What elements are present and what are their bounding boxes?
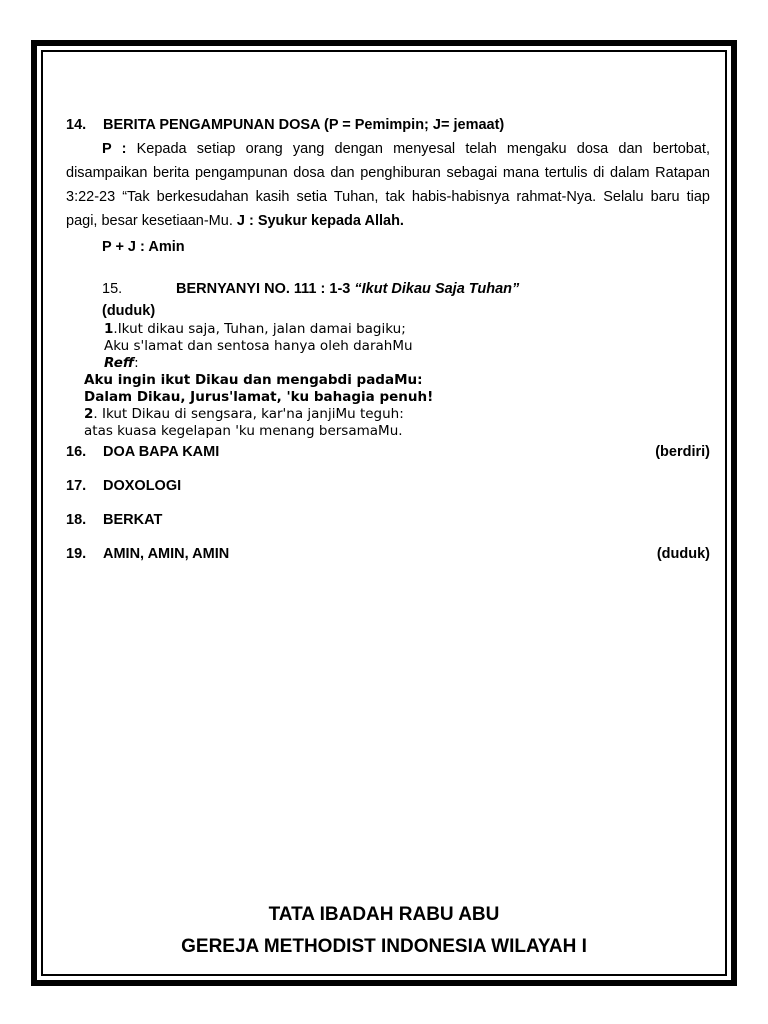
footer-subtitle: GEREJA METHODIST INDONESIA WILAYAH I (181, 936, 587, 957)
section-14-paragraph (66, 137, 710, 233)
verse-line: Aku s'lamat dan sentosa hanya oleh darahMu (104, 338, 413, 354)
congregation-response: J : Syukur kepada Allah. (236, 213, 404, 229)
reff-line: Dalam Dikau, Jurus'lamat, 'ku bahagia penuh! (84, 389, 434, 405)
leader-label: P : (102, 141, 127, 157)
reff-label: Reff: (104, 355, 139, 371)
section-number: 15. (102, 281, 123, 297)
footer-title: TATA IBADAH RABU ABU (268, 904, 500, 925)
song-title: “Ikut Dikau Saja Tuhan” (354, 281, 520, 297)
section-14-heading (66, 113, 710, 137)
verse-line: 1.Ikut dikau saja, Tuhan, jalan damai bagiku; (104, 321, 406, 337)
leader-congregation-amen: P + J : Amin (102, 239, 185, 255)
posture-label: (duduk) (656, 546, 710, 562)
section-number: 14. (66, 117, 87, 133)
section-19-heading: 19. AMIN, AMIN, AMIN (duduk) (66, 542, 710, 566)
song-verse-1 (66, 321, 710, 372)
leader-text: Kepada setiap orang yang dengan menyesal telah mengaku dosa dan bertobat, disampaikan berita pengampunan dosa dan penghiburan sebagai mana tertulis di dalam Ratapan 3:22-23 “Tak berkesudahan kasih setia Tuhan, tak habis-habisnya rahmat-Nya. Selalu baru tiap pagi, besar kesetiaan-Mu. (66, 141, 710, 229)
section-18-heading: 18. BERKAT (66, 512, 163, 528)
section-16-heading: 16. DOA BAPA KAMI (berdiri) (66, 440, 710, 464)
document-body (66, 113, 710, 566)
reff-line: Aku ingin ikut Dikau dan mengabdi padaMu: (84, 372, 423, 388)
verse-line: 2. Ikut Dikau di sengsara, kar'na janjiMu teguh: (84, 406, 404, 422)
section-17-heading: 17. DOXOLOGI (66, 478, 182, 494)
section-title: BERITA PENGAMPUNAN DOSA (P = Pemimpin; J= jemaat) (103, 117, 505, 133)
song-posture: (duduk) (102, 303, 156, 319)
posture-label: (berdiri) (655, 444, 710, 460)
section-15-heading (66, 277, 710, 301)
verse-line: atas kuasa kegelapan 'ku menang bersamaMu. (84, 423, 403, 439)
song-verse-2 (66, 406, 710, 440)
song-reff (66, 372, 710, 406)
section-title: BERNYANYI NO. 111 : 1-3 “Ikut Dikau Saja Tuhan” (176, 281, 520, 297)
